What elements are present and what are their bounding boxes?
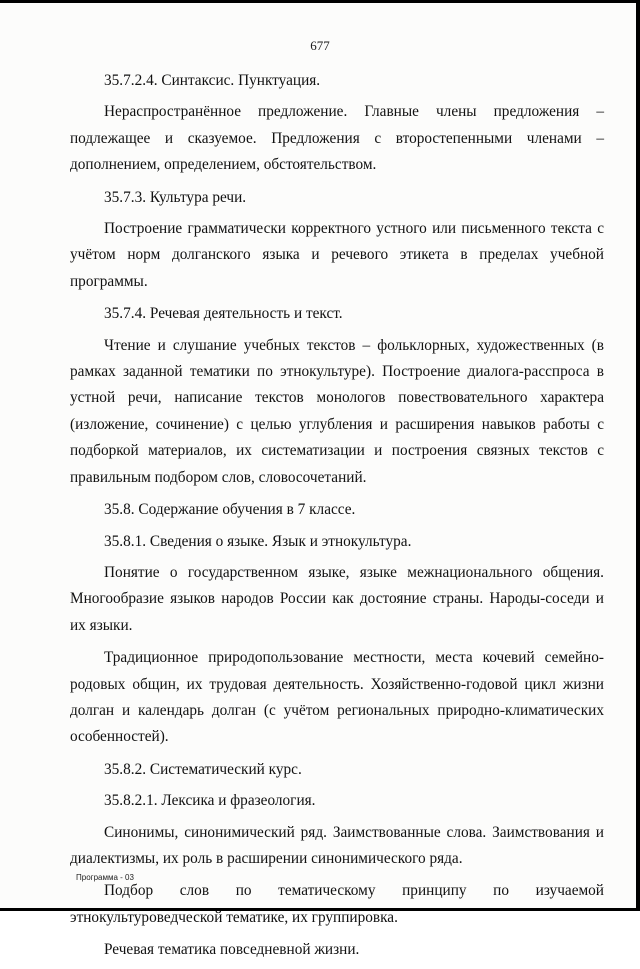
paragraph: Традиционное природопользование местности, места кочевий семейно-родовых общин, их трудовая деятельность. Хозяйственно-годовой цикл жизни долган и календарь долган (с учётом региональных природно-климатических особенностей). — [70, 649, 604, 746]
paragraph: Нераспространённое предложение. Главные члены предложения – подлежащее и сказуемое. Предложения с второстепенными членами – дополнением, определением, обстоятельством. — [70, 103, 604, 174]
document-body — [70, 68, 604, 969]
scan-edge-top — [0, 0, 640, 3]
paragraph: Понятие о государственном языке, языке межнационального общения. Многообразие языков народов России как достояние страны. Народы-соседи и их языки. — [70, 563, 604, 634]
page-number: 677 — [310, 38, 330, 53]
section-heading: 35.8.2.1. Лексика и фразеология. — [104, 792, 316, 810]
section-heading: 35.8.1. Сведения о языке. Язык и этнокультура. — [104, 532, 412, 550]
section-heading: 35.7.2.4. Синтаксис. Пунктуация. — [104, 72, 321, 89]
section-heading: 35.8.2. Систематический курс. — [104, 760, 302, 778]
paragraph: Построение грамматически корректного устного или письменного текста с учётом норм долганского языка и речевого этикета в пределах учебной программы. — [70, 220, 604, 290]
section-heading: 35.7.4. Речевая деятельность и текст. — [104, 305, 343, 323]
section-heading: 35.7.3. Культура речи. — [104, 188, 247, 206]
paragraph: Подбор слов по тематическому принципу по изучаемой этнокультуроведческой тематике, их группировка. — [70, 882, 604, 926]
paragraph: Синонимы, синонимический ряд. Заимствованные слова. Заимствования и диалектизмы, их роль в расширении синонимического ряда. — [70, 823, 604, 867]
footer-label: Программа - 03 — [76, 873, 134, 882]
section-heading: 35.8. Содержание обучения в 7 классе. — [104, 501, 356, 519]
section-heading: Речевая тематика повседневной жизни. — [104, 941, 360, 959]
paragraph: Чтение и слушание учебных текстов – фольклорных, художественных (в рамках заданной тематики по этнокультуре). Построение диалога-расспроса в устной речи, написание текстов монологов повествовательного характера (изложение, сочинение) с целью углубления и расширения навыков работы с подборкой материалов, их систематизации и построения связных текстов с правильным подбором слов, словосочетаний. — [70, 336, 604, 486]
scan-edge-right — [636, 0, 640, 911]
